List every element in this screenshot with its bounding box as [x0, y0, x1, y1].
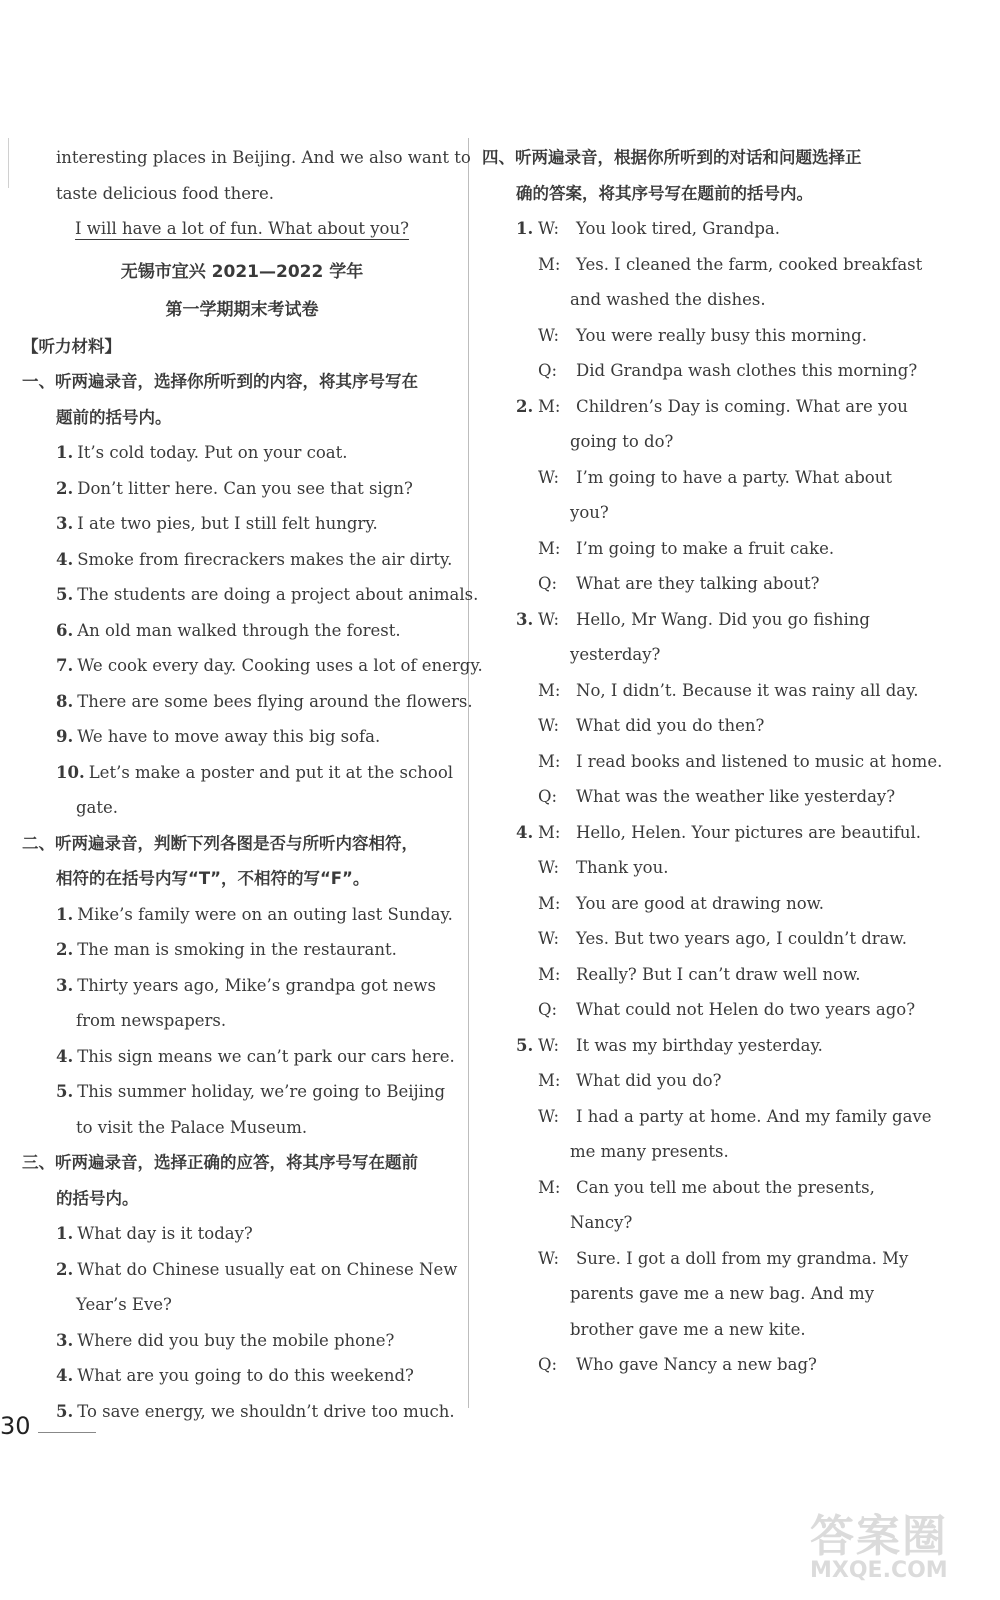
dialogue-line [482, 211, 922, 247]
list-item [22, 435, 462, 471]
item-number: 8. [56, 691, 74, 711]
dialogue-text: What could not Helen do two years ago? [576, 1000, 916, 1019]
right-column [482, 140, 943, 1383]
dialogue-line [482, 992, 922, 1028]
dialogue-line [482, 389, 922, 425]
item-number: 1. [56, 1224, 74, 1243]
exam-title: 无锡市宜兴 2021—2022 学年 [120, 261, 364, 282]
intro-line-1: interesting places in Beijing. And we also want to [56, 148, 471, 167]
list-item [22, 471, 462, 507]
item-number: 1. [56, 904, 74, 924]
speaker-label: M: [538, 751, 561, 771]
speaker-label: Q: [538, 1355, 558, 1374]
item-number: 7. [56, 656, 74, 675]
dialogue-line [482, 460, 922, 496]
dialogue-line [482, 531, 922, 567]
item-text: We cook every day. Cooking uses a lot of energy. [77, 656, 483, 675]
speaker-label: Q: [538, 787, 558, 806]
item-number: 6. [56, 620, 74, 640]
item-text: Thirty years ago, Mike’s grandpa got news [77, 975, 436, 995]
dialogue-line [482, 673, 922, 709]
speaker-label: M: [538, 1177, 561, 1197]
item-text: What do Chinese usually eat on Chinese New [77, 1259, 458, 1279]
dialogue-text: I’m going to have a party. What about [576, 467, 892, 487]
intro-line-3 [22, 211, 462, 247]
dialogue-line [482, 957, 922, 993]
dialogue-text: Hello, Mr Wang. Did you go fishing [576, 609, 870, 629]
item-continuation: gate. [76, 798, 119, 817]
speaker-label: M: [538, 964, 561, 984]
speaker-label: W: [538, 1035, 560, 1055]
dialogue-line [482, 779, 922, 815]
item-text: There are some bees flying around the flowers. [77, 691, 473, 711]
speaker-label: W: [538, 1106, 560, 1126]
list-item [22, 932, 462, 968]
dialogue-text: Hello, Helen. Your pictures are beautiful. [576, 822, 921, 842]
item-number: 9. [56, 727, 74, 746]
list-item [22, 897, 462, 933]
item-text: The man is smoking in the restaurant. [77, 940, 397, 959]
section-3-list [22, 1216, 462, 1429]
item-text: What day is it today? [77, 1224, 253, 1243]
dialogue-line [482, 921, 922, 957]
speaker-label: M: [538, 893, 561, 913]
dialogue-line [482, 815, 922, 851]
list-item [22, 1216, 462, 1252]
list-item [22, 755, 462, 791]
item-number: 5. [56, 1082, 74, 1101]
dialogue-line [482, 1347, 922, 1383]
speaker-label: W: [538, 219, 560, 238]
dialogue-text: You were really busy this morning. [576, 325, 867, 345]
speaker-label: M: [538, 538, 561, 558]
item-number: 3. [56, 1330, 74, 1350]
section-1-heading-line-2: 题前的括号内。 [56, 407, 172, 427]
item-text: We have to move away this big sofa. [77, 727, 381, 746]
item-number: 3. [56, 514, 74, 533]
speaker-label: M: [538, 396, 561, 416]
item-text: I ate two pies, but I still felt hungry. [77, 514, 378, 533]
item-number: 10. [56, 762, 85, 782]
column-divider [468, 138, 469, 1408]
dialogue-continuation: parents gave me a new bag. And my [570, 1284, 875, 1303]
item-text: Where did you buy the mobile phone? [77, 1330, 395, 1350]
dialogue-line [482, 1099, 932, 1135]
speaker-label: W: [538, 858, 560, 877]
dialogue-text: Children’s Day is coming. What are you [576, 396, 908, 416]
dialogue-line [482, 850, 922, 886]
item-number: 5. [56, 585, 74, 604]
dialogue-line [482, 1028, 922, 1064]
dialogue-text: Yes. I cleaned the farm, cooked breakfast [576, 254, 923, 274]
dialogue-text: Yes. But two years ago, I couldn’t draw. [576, 929, 907, 948]
dialogue-text: You are good at drawing now. [576, 893, 825, 913]
dialogue-text: No, I didn’t. Because it was rainy all day. [576, 680, 919, 700]
item-text: This sign means we can’t park our cars here. [77, 1046, 455, 1066]
dialogue-continuation: me many presents. [570, 1142, 729, 1161]
section-4-heading-line-1: 四、听两遍录音，根据你所听到的对话和问题选择正 [482, 148, 862, 167]
item-number: 1. [516, 219, 534, 238]
dialogue-text: I’m going to make a fruit cake. [576, 538, 835, 558]
item-number: 2. [56, 478, 74, 498]
speaker-label: W: [538, 929, 560, 948]
section-1-heading-line-1: 一、听两遍录音，选择你所听到的内容，将其序号写在 [22, 372, 418, 391]
dialogue-continuation: you? [570, 503, 609, 522]
page-number: 30 [0, 1412, 31, 1440]
speaker-label: W: [538, 716, 560, 735]
item-number: 2. [516, 396, 534, 416]
list-item [22, 1358, 462, 1394]
speaker-label: M: [538, 822, 561, 842]
dialogue-line [482, 886, 922, 922]
item-continuation: from newspapers. [76, 1011, 227, 1030]
section-4-dialogues [482, 211, 943, 1383]
dialogue-line [482, 1170, 922, 1206]
dialogue-text: I had a party at home. And my family gave [576, 1106, 932, 1126]
section-2-heading-line-1: 二、听两遍录音，判断下列各图是否与所听内容相符， [22, 833, 418, 853]
section-3-heading-line-2: 的括号内。 [56, 1188, 139, 1208]
dialogue-text: Did Grandpa wash clothes this morning? [576, 361, 918, 380]
dialogue-text: Thank you. [576, 858, 669, 877]
speaker-label: M: [538, 254, 561, 274]
dialogue-line [482, 744, 943, 780]
list-item [22, 577, 479, 613]
item-text: It’s cold today. Put on your coat. [77, 443, 348, 462]
dialogue-text: What did you do then? [576, 716, 765, 735]
list-item [22, 1252, 462, 1288]
list-item [22, 968, 462, 1004]
left-margin-rule [8, 138, 9, 188]
dialogue-line [482, 566, 922, 602]
list-item [22, 506, 462, 542]
list-item [22, 1039, 462, 1075]
section-4-heading-line-2: 确的答案，将其序号写在题前的括号内。 [516, 183, 813, 203]
item-continuation: to visit the Palace Museum. [76, 1117, 308, 1137]
dialogue-text: You look tired, Grandpa. [576, 219, 781, 238]
dialogue-line [482, 318, 922, 354]
section-2-heading-line-2: 相符的在括号内写“T”，不相符的写“F”。 [56, 869, 370, 888]
exam-subtitle: 第一学期期末考试卷 [165, 299, 319, 320]
speaker-label: W: [538, 467, 560, 487]
material-label: 【听力材料】 [22, 336, 121, 356]
speaker-label: Q: [538, 574, 558, 593]
speaker-label: M: [538, 680, 561, 700]
list-item [22, 1394, 462, 1430]
item-text: Smoke from firecrackers makes the air dirty. [77, 549, 453, 569]
list-item [22, 719, 462, 755]
item-number: 2. [56, 1259, 74, 1279]
speaker-label: W: [538, 1248, 560, 1268]
intro-line-2: taste delicious food there. [56, 183, 274, 203]
item-text: Don’t litter here. Can you see that sign? [77, 478, 413, 498]
speaker-label: M: [538, 1071, 561, 1090]
item-number: 4. [56, 549, 74, 569]
intro-underlined-text: I will have a lot of fun. What about you? [75, 219, 409, 238]
dialogue-text: I read books and listened to music at home. [576, 751, 943, 771]
item-number: 3. [56, 975, 74, 995]
speaker-label: W: [538, 325, 560, 345]
dialogue-text: It was my birthday yesterday. [576, 1035, 823, 1055]
item-text: Mike’s family were on an outing last Sunday. [77, 904, 453, 924]
dialogue-continuation: brother gave me a new kite. [570, 1319, 806, 1339]
dialogue-continuation: Nancy? [570, 1213, 633, 1232]
dialogue-line [482, 247, 922, 283]
list-item [22, 648, 483, 684]
dialogue-text: Can you tell me about the presents, [576, 1177, 875, 1197]
item-number: 4. [56, 1366, 74, 1385]
list-item [22, 1074, 462, 1110]
item-number: 2. [56, 940, 74, 959]
section-1-list [22, 435, 483, 826]
dialogue-text: Sure. I got a doll from my grandma. My [576, 1248, 909, 1268]
item-text: What are you going to do this weekend? [77, 1366, 414, 1385]
speaker-label: W: [538, 609, 560, 629]
dialogue-line [482, 1241, 922, 1277]
item-text: Let’s make a poster and put it at the school [88, 762, 454, 782]
list-item [22, 1323, 462, 1359]
dialogue-continuation: and washed the dishes. [570, 290, 766, 309]
dialogue-line [482, 708, 922, 744]
dialogue-line [482, 353, 922, 389]
watermark-logo: 答案圈 MXQE.COM [810, 1511, 948, 1583]
dialogue-text: What are they talking about? [576, 574, 820, 593]
list-item [22, 684, 473, 720]
item-continuation: Year’s Eve? [76, 1295, 172, 1314]
left-column [22, 140, 483, 1429]
item-text: An old man walked through the forest. [77, 620, 401, 640]
item-number: 3. [516, 609, 534, 629]
item-number: 5. [56, 1401, 74, 1421]
dialogue-line [482, 1063, 922, 1099]
list-item [22, 542, 462, 578]
item-text: The students are doing a project about animals. [77, 585, 479, 604]
dialogue-text: Really? But I can’t draw well now. [576, 964, 861, 984]
dialogue-continuation: yesterday? [570, 645, 661, 664]
item-number: 1. [56, 443, 74, 462]
dialogue-line [482, 602, 922, 638]
dialogue-text: Who gave Nancy a new bag? [576, 1355, 817, 1374]
dialogue-text: What did you do? [576, 1071, 722, 1090]
page-number-rule [38, 1432, 96, 1433]
item-number: 4. [516, 822, 534, 842]
item-number: 5. [516, 1035, 534, 1055]
item-number: 4. [56, 1046, 74, 1066]
dialogue-text: What was the weather like yesterday? [576, 787, 896, 806]
speaker-label: Q: [538, 361, 558, 380]
speaker-label: Q: [538, 1000, 558, 1019]
section-3-heading-line-1: 三、听两遍录音，选择正确的应答，将其序号写在题前 [22, 1153, 418, 1172]
item-text: This summer holiday, we’re going to Beijing [77, 1082, 446, 1101]
section-2-list [22, 897, 462, 1146]
list-item [22, 613, 462, 649]
dialogue-continuation: going to do? [570, 432, 674, 451]
item-text: To save energy, we shouldn’t drive too much. [77, 1401, 455, 1421]
